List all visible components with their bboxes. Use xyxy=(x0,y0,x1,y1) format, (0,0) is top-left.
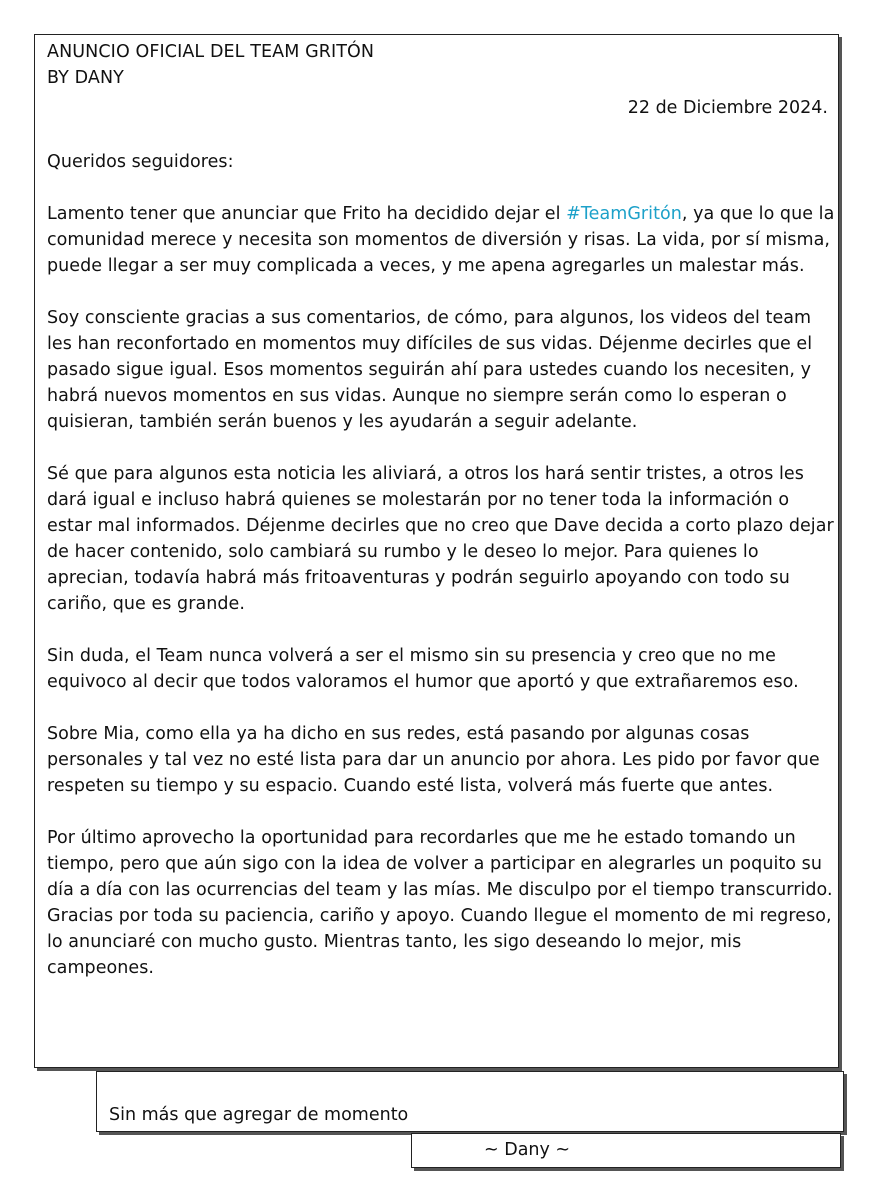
announcement-author: BY DANY xyxy=(47,68,124,88)
announcement-date: 22 de Diciembre 2024. xyxy=(627,98,828,118)
announcement-body xyxy=(47,149,835,1007)
closing-box xyxy=(96,1071,844,1132)
paragraph-3: Sé que para algunos esta noticia les aliviará, a otros los hará sentir tristes, a otros les dará igual e incluso habrá quienes se molestarán por no tener toda la información o estar mal informados. Déjenme decirles que no creo que Dave decida a corto plazo dejar de hacer contenido, solo cambiará su rumbo y le deseo lo mejor. Para quienes lo aprecian, todavía habrá más fritoaventuras y podrán seguirlo apoyando con todo su cariño, que es grande. xyxy=(47,464,834,614)
paragraph-1 xyxy=(47,201,835,279)
closing-text: Sin más que agregar de momento xyxy=(109,1105,409,1125)
paragraph-5: Sobre Mia, como ella ya ha dicho en sus redes, está pasando por algunas cosas personales y tal vez no esté lista para dar un anuncio por ahora. Les pido por favor que respeten su tiempo y su espacio. Cuando esté lista, volverá más fuerte que antes. xyxy=(47,724,820,796)
announcement-box xyxy=(34,34,839,1068)
signature: ~ Dany ~ xyxy=(484,1140,571,1160)
announcement-title: ANUNCIO OFICIAL DEL TEAM GRITÓN xyxy=(47,42,375,62)
paragraph-4: Sin duda, el Team nunca volverá a ser el mismo sin su presencia y creo que no me equivoco al decir que todos valoramos el humor que aportó y que extrañaremos eso. xyxy=(47,646,799,692)
paragraph-6: Por último aprovecho la oportunidad para recordarles que me he estado tomando un tiempo, pero que aún sigo con la idea de volver a participar en alegrarles un poquito su día a día con las ocurrencias del team y las mías. Me disculpo por el tiempo transcurrido. Gracias por toda su paciencia, cariño y apoyo. Cuando llegue el momento de mi regreso, lo anunciaré con mucho gusto. Mientras tanto, les sigo deseando lo mejor, mis campeones. xyxy=(47,828,833,978)
paragraph-2: Soy consciente gracias a sus comentarios, de cómo, para algunos, los videos del team les han reconfortado en momentos muy difíciles de sus vidas. Déjenme decirles que el pasado sigue igual. Esos momentos seguirán ahí para ustedes cuando los necesiten, y habrá nuevos momentos en sus vidas. Aunque no siempre serán como lo esperan o quisieran, también serán buenos y les ayudarán a seguir adelante. xyxy=(47,308,813,432)
paragraph-1-end: , ya que lo que la comunidad merece y necesita son momentos de diversión y risas. La vida, por sí misma, puede llegar a ser muy complicada a veces, y me apena agregarles un malestar más. xyxy=(47,204,835,276)
hashtag-link[interactable]: #TeamGritón xyxy=(566,204,682,224)
signature-box xyxy=(411,1133,841,1168)
greeting: Queridos seguidores: xyxy=(47,152,234,172)
paragraph-1-start: Lamento tener que anunciar que Frito ha decidido dejar el xyxy=(47,204,567,224)
